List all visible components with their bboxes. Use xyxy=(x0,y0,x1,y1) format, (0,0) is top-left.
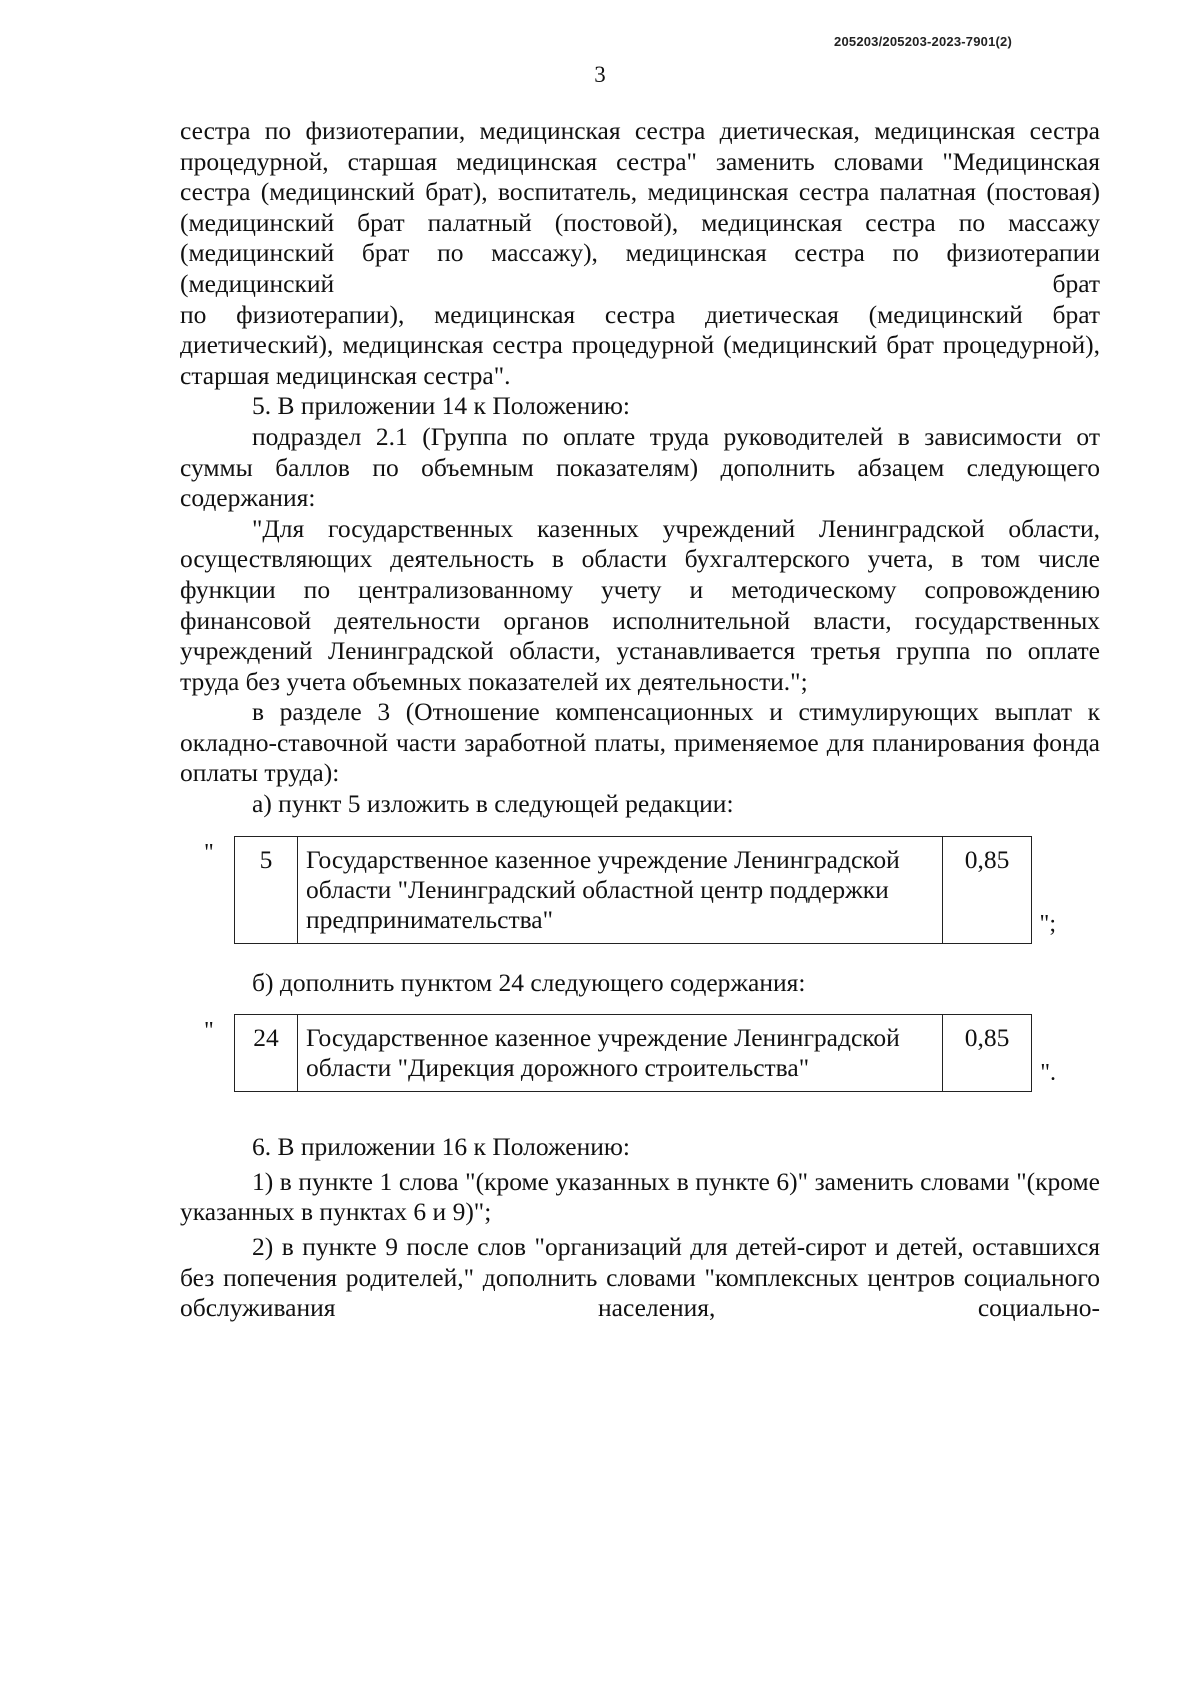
table-cell-name: Государственное казенное учреждение Ленинградской области "Ленинградский областной центр поддержки предпринимательства" xyxy=(298,836,943,943)
paragraph-subsection-2-1: подраздел 2.1 (Группа по оплате труда руководителей в зависимости от суммы баллов по объемным показателям) дополнить абзацем следующего содержания: xyxy=(180,421,1100,513)
item-a-heading: а) пункт 5 изложить в следующей редакции: xyxy=(252,789,734,819)
quote-close-mark: ". xyxy=(1040,1059,1056,1086)
section-6-heading: 6. В приложении 16 к Положению: xyxy=(252,1132,631,1162)
item-b-heading: б) дополнить пунктом 24 следующего содержания: xyxy=(252,967,806,997)
table-a xyxy=(234,836,1032,944)
paragraph-continuation-1: сестра по физиотерапии, медицинская сестра диетическая, медицинская сестра процедурной, старшая медицинская сестра" заменить словами "Медицинская сестра (медицинский брат), воспитатель, медицинская сестра палатная (постовая) (медицинский брат палатный (постовой), медицинская сестра по массажу (медицинский брат по массажу), медицинская сестра по физиотерапии (медицинский брат xyxy=(180,116,1100,298)
item-2-paragraph: 2) в пункте 9 после слов "организаций для детей-сирот и детей, оставшихся без попечения родителей," дополнить словами "комплексных центров социального обслуживания населения, социально- xyxy=(180,1232,1100,1323)
table-cell-value: 0,85 xyxy=(943,1015,1032,1092)
paragraph-section-3: в разделе 3 (Отношение компенсационных и стимулирующих выплат к окладно-ставочной части заработной платы, применяемое для планирования фонда оплаты труда): xyxy=(180,697,1100,788)
section-5-heading: 5. В приложении 14 к Положению: xyxy=(252,391,631,421)
table-cell-number: 5 xyxy=(235,836,298,943)
table-item-24 xyxy=(204,1014,1056,1092)
table-row xyxy=(235,1015,1032,1092)
page-number: 3 xyxy=(594,62,606,87)
table-row xyxy=(235,836,1032,943)
document-id: 205203/205203-2023-7901(2) xyxy=(834,34,1012,49)
table-cell-number: 24 xyxy=(235,1015,298,1092)
item-1-paragraph: 1) в пункте 1 слова "(кроме указанных в пункте 6)" заменить словами "(кроме указанных в пунктах 6 и 9)"; xyxy=(180,1166,1100,1227)
table-item-5 xyxy=(204,836,1056,944)
quote-close-mark: "; xyxy=(1039,911,1056,938)
table-cell-name: Государственное казенное учреждение Ленинградской области "Дирекция дорожного строительства" xyxy=(298,1015,943,1092)
paragraph-quoted-insert: "Для государственных казенных учреждений Ленинградской области, осуществляющих деятельность в области бухгалтерского учета, в том числе функции по централизованному учету и методическому сопровождению финансовой деятельности органов исполнительной власти, государственных учреждений Ленинградской области, устанавливается третья группа по оплате труда без учета объемных показателей их деятельности."; xyxy=(180,513,1100,696)
table-cell-value: 0,85 xyxy=(943,836,1032,943)
paragraph-continuation-2: по физиотерапии), медицинская сестра диетическая (медицинский брат диетический), медицинская сестра процедурной (медицинский брат процедурной), старшая медицинская сестра". xyxy=(180,299,1100,390)
quote-open-mark: " xyxy=(204,839,214,866)
quote-open-mark: " xyxy=(204,1018,214,1045)
document-body xyxy=(180,116,1100,1324)
table-b xyxy=(234,1014,1032,1092)
